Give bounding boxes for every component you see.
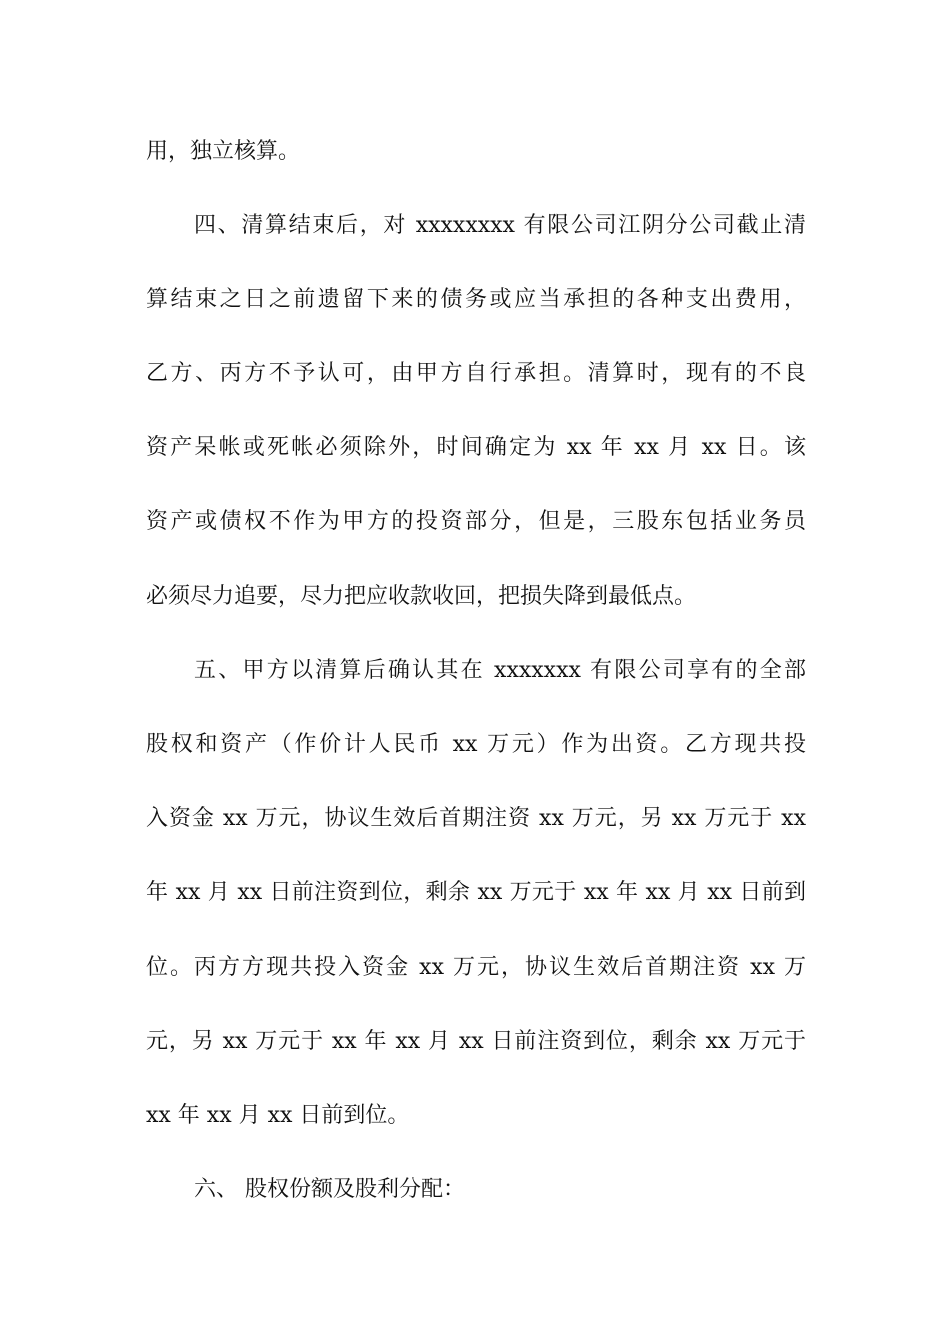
paragraph-line: 必须尽力追要，尽力把应收款收回，把损失降到最低点。 — [146, 584, 697, 609]
paragraph-line: 入资金 xx 万元，协议生效后首期注资 xx 万元，另 xx 万元于 xx — [146, 806, 806, 831]
paragraph-line: 乙方、丙方不予认可，由甲方自行承担。清算时，现有的不良 — [146, 361, 806, 386]
paragraph-line: 算结束之日之前遗留下来的债务或应当承担的各种支出费用， — [146, 287, 806, 312]
paragraph-line: 年 xx 月 xx 日前注资到位，剩余 xx 万元于 xx 年 xx 月 xx 日前到 — [146, 880, 806, 905]
paragraph-line: 四、清算结束后，对 xxxxxxxx 有限公司江阴分公司截止清 — [194, 213, 806, 238]
paragraph-line: 五、甲方以清算后确认其在 xxxxxxx 有限公司享有的全部 — [194, 658, 806, 683]
paragraph-line: 位。丙方方现共投入资金 xx 万元，协议生效后首期注资 xx 万 — [146, 955, 806, 980]
paragraph-line: 资产或债权不作为甲方的投资部分，但是，三股东包括业务员 — [146, 509, 806, 534]
paragraph-line: 用，独立核算。 — [146, 139, 301, 164]
paragraph-line: 元，另 xx 万元于 xx 年 xx 月 xx 日前注资到位，剩余 xx 万元于 — [146, 1029, 806, 1054]
paragraph-line: 股权和资产（作价计人民币 xx 万元）作为出资。乙方现共投 — [146, 732, 806, 757]
paragraph-line: xx 年 xx 月 xx 日前到位。 — [146, 1103, 410, 1128]
section-heading: 六、 股权份额及股利分配： — [194, 1177, 465, 1202]
paragraph-line: 资产呆帐或死帐必须除外，时间确定为 xx 年 xx 月 xx 日。该 — [146, 435, 806, 460]
